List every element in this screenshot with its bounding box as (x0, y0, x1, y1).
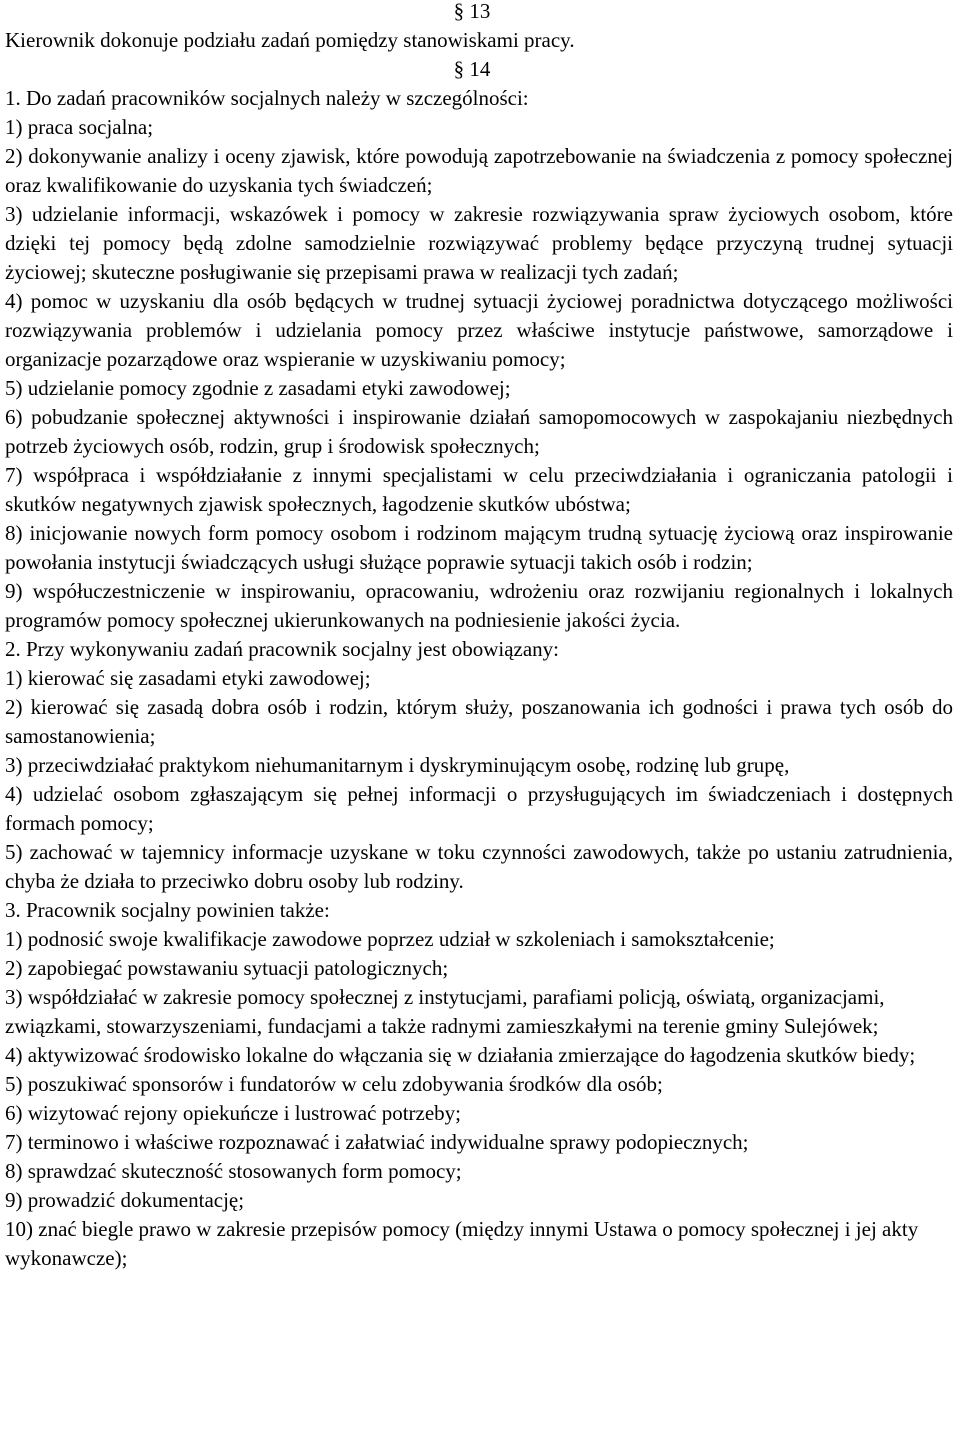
list-item: 7) współpraca i współdziałanie z innymi specjalistami w celu przeciwdziałania i ograniczania patologii i skutków negatywnych zjawisk społecznych, łagodzenie skutków ubóstwa; (5, 463, 953, 516)
list-item: 4) udzielać osobom zgłaszającym się pełnej informacji o przysługujących im świadczeniach i dostępnych formach pomocy; (5, 782, 953, 835)
list-item: 8) inicjowanie nowych form pomocy osobom i rodzinom mającym trudną sytuację życiową oraz inspirowanie powołania instytucji świadczących usługi służące poprawie sytuacji takich osób i rodzin; (5, 521, 953, 574)
list-item: 5) udzielanie pomocy zgodnie z zasadami etyki zawodowej; (5, 376, 511, 400)
list-item: 6) pobudzanie społecznej aktywności i inspirowanie działań samopomocowych w zaspokajaniu niezbędnych potrzeb życiowych osób, rodzin, grup i środowisk społecznych; (5, 405, 953, 458)
list-item: 4) pomoc w uzyskaniu dla osób będących w trudnej sytuacji życiowej poradnictwa dotyczącego możliwości rozwiązywania problemów i udzielania pomocy przez właściwe instytucje państwowe, samorządowe i organizacje pozarządowe oraz wspieranie w uzyskiwaniu pomocy; (5, 289, 953, 371)
list-item: 2) dokonywanie analizy i oceny zjawisk, które powodują zapotrzebowanie na świadczenia z pomocy społecznej oraz kwalifikowanie do uzyskania tych świadczeń; (5, 144, 953, 197)
paragraph-3-intro: 3. Pracownik socjalny powinien także: (5, 898, 330, 922)
list-item: 7) terminowo i właściwe rozpoznawać i załatwiać indywidualne sprawy podopiecznych; (5, 1130, 749, 1154)
list-item: 9) współuczestniczenie w inspirowaniu, opracowaniu, wdrożeniu oraz rozwijaniu regionalnych i lokalnych programów pomocy społecznej ukierunkowanych na podniesienie jakości życia. (5, 579, 953, 632)
list-item: 1) kierować się zasadami etyki zawodowej; (5, 666, 371, 690)
list-item: 1) podnosić swoje kwalifikacje zawodowe poprzez udział w szkoleniach i samokształcenie; (5, 927, 775, 951)
list-item: 9) prowadzić dokumentację; (5, 1188, 245, 1212)
list-item: 3) przeciwdziałać praktykom niehumanitarnym i dyskryminującym osobę, rodzinę lub grupę, (5, 753, 790, 777)
list-item: 6) wizytować rejony opiekuńcze i lustrować potrzeby; (5, 1101, 462, 1125)
paragraph-2-list (5, 664, 953, 896)
list-item: 1) praca socjalna; (5, 115, 154, 139)
list-item: 5) poszukiwać sponsorów i fundatorów w celu zdobywania środków dla osób; (5, 1072, 663, 1096)
list-item: 3) współdziałać w zakresie pomocy społecznej z instytucjami, parafiami policją, oświatą, organizacjami, związkami, stowarzyszeniami, fundacjami a także radnymi zamieszkałymi na terenie gminy Sulejówek; (5, 985, 885, 1038)
paragraph-2-intro: 2. Przy wykonywaniu zadań pracownik socjalny jest obowiązany: (5, 637, 560, 661)
list-item: 2) kierować się zasadą dobra osób i rodzin, którym służy, poszanowania ich godności i prawa tych osób do samostanowienia; (5, 695, 953, 748)
list-item: 5) zachować w tajemnicy informacje uzyskane w toku czynności zawodowych, także po ustaniu zatrudnienia, chyba że działa to przeciwko dobru osoby lub rodziny. (5, 840, 953, 893)
list-item: 4) aktywizować środowisko lokalne do włączania się w działania zmierzające do łagodzenia skutków biedy; (5, 1043, 916, 1067)
section-14-heading: § 14 (453, 57, 491, 81)
list-item: 2) zapobiegać powstawaniu sytuacji patologicznych; (5, 956, 449, 980)
paragraph-1-intro: 1. Do zadań pracowników socjalnych należy w szczególności: (5, 86, 529, 110)
paragraph-1-list (5, 113, 953, 635)
list-item: 10) znać biegle prawo w zakresie przepisów pomocy (między innymi Ustawa o pomocy społecznej i jej akty wykonawcze); (5, 1217, 919, 1270)
section-13-text: Kierownik dokonuje podziału zadań pomiędzy stanowiskami pracy. (5, 28, 575, 52)
paragraph-3-list (5, 925, 953, 1273)
section-13-heading: § 13 (453, 0, 491, 23)
list-item: 3) udzielanie informacji, wskazówek i pomocy w zakresie rozwiązywania spraw życiowych osobom, które dzięki tej pomocy będą zdolne samodzielnie rozwiązywać problemy będące przyczyną trudnej sytuacji życiowej; skuteczne posługiwanie się przepisami prawa w realizacji tych zadań; (5, 202, 953, 284)
list-item: 8) sprawdzać skuteczność stosowanych form pomocy; (5, 1159, 462, 1183)
